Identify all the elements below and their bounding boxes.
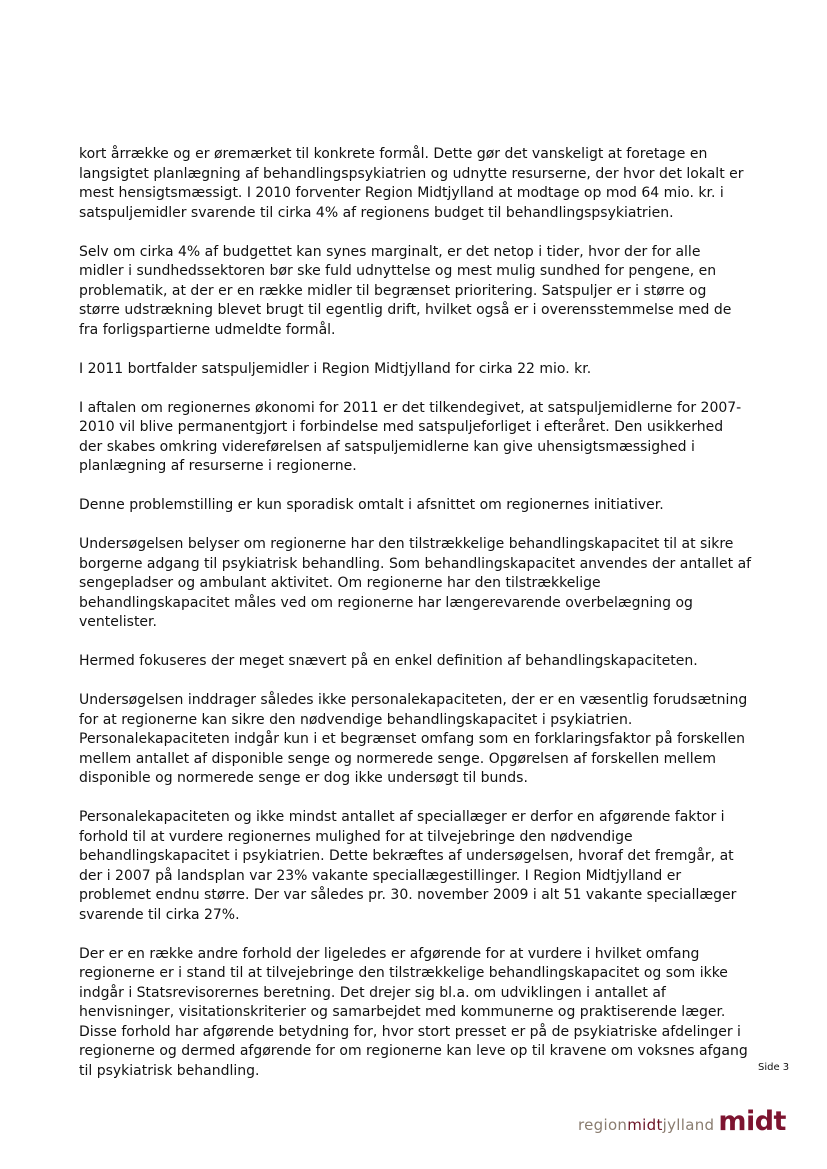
paragraph (79, 243, 759, 341)
paragraph (79, 945, 759, 1082)
text-line: disponible og normerede senge er dog ikke undersøgt til bunds. (79, 770, 528, 786)
text-line: Hermed fokuseres der meget snævert på en enkel definition af behandlingskapaciteten. (79, 653, 698, 669)
page-number: Side 3 (758, 1062, 790, 1073)
text-line: der skabes omkring videreførelsen af satspuljemidlerne kan give uhensigtsmæssighed i (79, 438, 695, 455)
text-line: regionerne er i stand til at tilvejebringe den tilstrækkelige behandlingskapacitet og som ikke (79, 965, 728, 981)
text-line: Disse forhold har afgørende betydning for, hvor stort presset er på de psykiatriske afdelinger i (79, 1023, 741, 1040)
text-line: midler i sundhedssektoren bør ske fuld udnyttelse og mest mulig sundhed for pengene, en (79, 263, 717, 279)
text-line: Der er en række andre forhold der ligeledes er afgørende for at vurdere i hvilket omfang (79, 945, 700, 962)
logo-mid-text: midt (627, 1116, 663, 1134)
logo-jylland-text: jylland (662, 1116, 715, 1134)
text-line: problematik, at der er en række midler til begrænset prioritering. Satspuljer er i større og (79, 282, 707, 299)
text-line: henvisninger, visitationskriterier og samarbejdet med kommunerne og praktiserende læger. (79, 1004, 726, 1020)
text-line: til psykiatrisk behandling. (79, 1062, 260, 1079)
text-line: større udstrækning blevet brugt til egentlig drift, hvilket også er i overensstemmelse med de (79, 302, 732, 318)
text-line: for at regionerne kan sikre den nødvendige behandlingskapacitet i psykiatrien. (79, 711, 633, 728)
paragraph (79, 496, 759, 516)
paragraph (79, 691, 759, 789)
region-midtjylland-logo (578, 1106, 786, 1136)
text-line: regionerne og dermed afgørende for om regionerne kan leve op til kravene om voksnes afgang (79, 1043, 748, 1059)
text-line: sengepladser og ambulant aktivitet. Om regionerne har den tilstrækkelige (79, 575, 601, 591)
text-line: 2010 vil blive permanentgjort i forbindelse med satspuljeforliget i efteråret. Den usikkerhed (79, 419, 724, 435)
text-line: fra forligspartierne udmeldte formål. (79, 321, 336, 338)
text-line: mest hensigtsmæssigt. I 2010 forventer Region Midtjylland at modtage op mod 64 mio. kr. i (79, 185, 724, 201)
logo-region-text: region (578, 1116, 628, 1134)
paragraph (79, 808, 759, 925)
text-line: indgår i Statsrevisorernes beretning. Det drejer sig bl.a. om udviklingen i antallet af (79, 984, 666, 1001)
text-line: der i 2007 på landsplan var 23% vakante speciallægestillinger. I Region Midtjylland er (79, 867, 682, 884)
text-line: I 2011 bortfalder satspuljemidler i Region Midtjylland for cirka 22 mio. kr. (79, 360, 592, 377)
logo-midt-mark: midt (718, 1106, 786, 1137)
text-line: Selv om cirka 4% af budgettet kan synes marginalt, er det netop i tider, hvor der for alle (79, 243, 701, 260)
text-line: forhold til at vurdere regionernes mulighed for at tilvejebringe den nødvendige (79, 828, 633, 845)
text-line: ventelister. (79, 614, 157, 630)
text-line: planlægning af resurserne i regionerne. (79, 458, 357, 474)
paragraph (79, 652, 759, 672)
text-line: mellem antallet af disponible senge og normerede senge. Opgørelsen af forskellen mellem (79, 750, 716, 767)
text-line: Personalekapaciteten indgår kun i et begrænset omfang som en forklaringsfaktor på forskellen (79, 731, 745, 747)
text-line: svarende til cirka 27%. (79, 906, 240, 923)
text-line: kort årrække og er øremærket til konkrete formål. Dette gør det vanskeligt at foretage en (79, 146, 708, 162)
text-line: borgerne adgang til psykiatrisk behandling. Som behandlingskapacitet anvendes der antallet af (79, 555, 752, 572)
text-line: behandlingskapacitet i psykiatrien. Dette bekræftes af undersøgelsen, hvoraf det fremgår, at (79, 848, 734, 864)
text-line: behandlingskapacitet måles ved om regionerne har længerevarende overbelægning og (79, 594, 693, 611)
text-line: Denne problemstilling er kun sporadisk omtalt i afsnittet om regionernes initiativer. (79, 497, 664, 513)
logo-wordmark (578, 1116, 714, 1134)
body-text (79, 145, 759, 1101)
paragraph (79, 360, 759, 380)
text-line: problemet endnu større. Der var således pr. 30. november 2009 i alt 51 vakante speciallæger (79, 887, 737, 903)
text-line: I aftalen om regionernes økonomi for 2011 er det tilkendegivet, at satspuljemidlerne for 2007- (79, 399, 742, 416)
text-line: Undersøgelsen belyser om regionerne har den tilstrækkelige behandlingskapacitet til at sikre (79, 536, 734, 552)
text-line: Undersøgelsen inddrager således ikke personalekapaciteten, der er en væsentlig forudsætning (79, 692, 748, 708)
text-line: satspuljemidler svarende til cirka 4% af regionens budget til behandlingspsykiatrien. (79, 204, 674, 221)
text-line: langsigtet planlægning af behandlingspsykiatrien og udnytte resurserne, der hvor det lokalt er (79, 165, 744, 182)
text-line: Personalekapaciteten og ikke mindst antallet af speciallæger er derfor en afgørende faktor i (79, 809, 725, 825)
paragraph (79, 145, 759, 223)
paragraph (79, 399, 759, 477)
paragraph (79, 535, 759, 633)
